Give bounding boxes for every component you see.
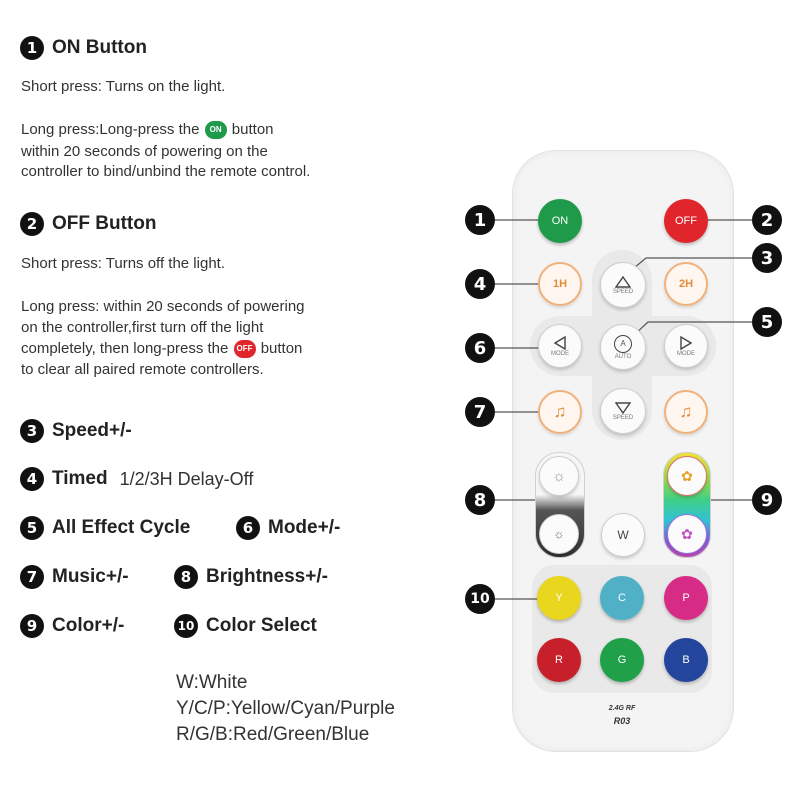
- white-button-label: W: [617, 528, 629, 542]
- music-plus-button[interactable]: [664, 390, 708, 434]
- timer-2h-button[interactable]: [664, 262, 708, 306]
- heading-text: ON Button: [52, 37, 147, 58]
- sun-small-icon: ☼: [553, 527, 565, 541]
- feature-label: Music+/-: [52, 566, 129, 587]
- legend-white: W:White: [176, 672, 248, 693]
- on-badge: ON: [205, 121, 227, 139]
- color-green-button[interactable]: [600, 638, 644, 682]
- heading-text: OFF Button: [52, 213, 157, 234]
- color-button-label: P: [682, 592, 690, 604]
- feature-label: Color Select: [206, 615, 317, 636]
- off-button[interactable]: [664, 199, 708, 243]
- callout-5: 5: [752, 307, 782, 337]
- color-button-label: Y: [555, 592, 563, 604]
- off-short-press-text: Short press: Turns off the light.: [21, 255, 225, 272]
- speed-down-button[interactable]: [600, 388, 646, 434]
- auto-label: AUTO: [614, 353, 632, 360]
- timer-1h-label: 1H: [552, 278, 568, 290]
- color-minus-button[interactable]: [667, 514, 707, 554]
- feature-label: Timed: [52, 468, 108, 489]
- callout-6: 6: [465, 333, 495, 363]
- auto-cycle-icon: A: [614, 335, 632, 353]
- color-button-label: R: [555, 654, 563, 666]
- brightness-up-button[interactable]: [539, 456, 579, 496]
- rf-label: 2.4G RF: [608, 705, 636, 712]
- on-button-label: ON: [551, 215, 569, 227]
- feature-extra: 1/2/3H Delay-Off: [119, 468, 254, 489]
- music-minus-button[interactable]: [538, 390, 582, 434]
- mode-prev-button[interactable]: [538, 324, 582, 368]
- number-badge: 9: [20, 614, 44, 638]
- triangle-left-icon: [554, 336, 566, 350]
- on-button[interactable]: [538, 199, 582, 243]
- legend-ycp: Y/C/P:Yellow/Cyan/Purple: [176, 698, 395, 719]
- number-badge: 6: [236, 516, 260, 540]
- color-button-label: G: [617, 654, 627, 666]
- callout-1: 1: [465, 205, 495, 235]
- timer-2h-label: 2H: [678, 278, 694, 290]
- color-wheel-icon: ✿: [681, 525, 693, 542]
- callout-10: 10: [465, 584, 495, 614]
- callout-8: 8: [465, 485, 495, 515]
- off-long-press-after: button: [260, 340, 303, 357]
- feature-label: Color+/-: [52, 615, 125, 636]
- off-long-press-line2: on the controller,first turn off the light: [21, 319, 264, 336]
- on-long-press-line3: controller to bind/unbind the remote control.: [21, 163, 311, 180]
- off-badge: OFF: [234, 340, 256, 358]
- color-button-label: B: [682, 654, 690, 666]
- callout-2: 2: [752, 205, 782, 235]
- timer-1h-button[interactable]: [538, 262, 582, 306]
- mode-label: MODE: [677, 350, 695, 357]
- color-button-label: C: [618, 592, 626, 604]
- triangle-down-icon: [615, 402, 631, 414]
- number-badge: 5: [20, 516, 44, 540]
- color-plus-button[interactable]: [667, 456, 707, 496]
- callout-3: 3: [752, 243, 782, 273]
- color-purple-button[interactable]: [664, 576, 708, 620]
- color-red-button[interactable]: [537, 638, 581, 682]
- on-long-press-line2: within 20 seconds of powering on the: [21, 143, 268, 160]
- auto-cycle-button[interactable]: [600, 324, 646, 370]
- on-short-press-text: Short press: Turns on the light.: [21, 78, 226, 95]
- color-yellow-button[interactable]: [537, 576, 581, 620]
- legend-rgb: R/G/B:Red/Green/Blue: [176, 724, 370, 745]
- callout-4: 4: [465, 269, 495, 299]
- off-long-press-before: completely, then long-press the: [21, 340, 229, 357]
- color-wheel-icon: ✿: [681, 467, 693, 484]
- speed-label: SPEED: [612, 288, 634, 295]
- number-badge: 10: [174, 614, 198, 638]
- mode-label: MODE: [551, 350, 569, 357]
- on-long-press-after: button: [231, 121, 274, 138]
- speed-label: SPEED: [612, 414, 634, 421]
- speed-up-button[interactable]: [600, 262, 646, 308]
- music-note-icon: ♫: [553, 402, 567, 421]
- feature-label: Brightness+/-: [206, 566, 328, 587]
- number-badge: 4: [20, 467, 44, 491]
- feature-label: All Effect Cycle: [52, 517, 191, 538]
- callout-9: 9: [752, 485, 782, 515]
- sun-icon: ☼: [552, 467, 566, 485]
- color-cyan-button[interactable]: [600, 576, 644, 620]
- color-blue-button[interactable]: [664, 638, 708, 682]
- feature-label: Speed+/-: [52, 420, 132, 441]
- triangle-up-icon: [615, 276, 631, 288]
- music-note-icon: ♫: [679, 402, 693, 421]
- number-badge: 2: [20, 212, 44, 236]
- off-long-press-line1: Long press: within 20 seconds of powering: [21, 298, 305, 315]
- number-badge: 1: [20, 36, 44, 60]
- number-badge: 7: [20, 565, 44, 589]
- white-button[interactable]: [601, 513, 645, 557]
- number-badge: 3: [20, 419, 44, 443]
- number-badge: 8: [174, 565, 198, 589]
- on-long-press-before: Long press:Long-press the: [21, 121, 200, 138]
- off-button-label: OFF: [675, 215, 697, 227]
- brightness-down-button[interactable]: [539, 514, 579, 554]
- triangle-right-icon: [680, 336, 692, 350]
- model-label: R03: [613, 716, 631, 726]
- off-long-press-line4: to clear all paired remote controllers.: [21, 361, 264, 378]
- mode-next-button[interactable]: [664, 324, 708, 368]
- feature-label: Mode+/-: [268, 517, 341, 538]
- callout-7: 7: [465, 397, 495, 427]
